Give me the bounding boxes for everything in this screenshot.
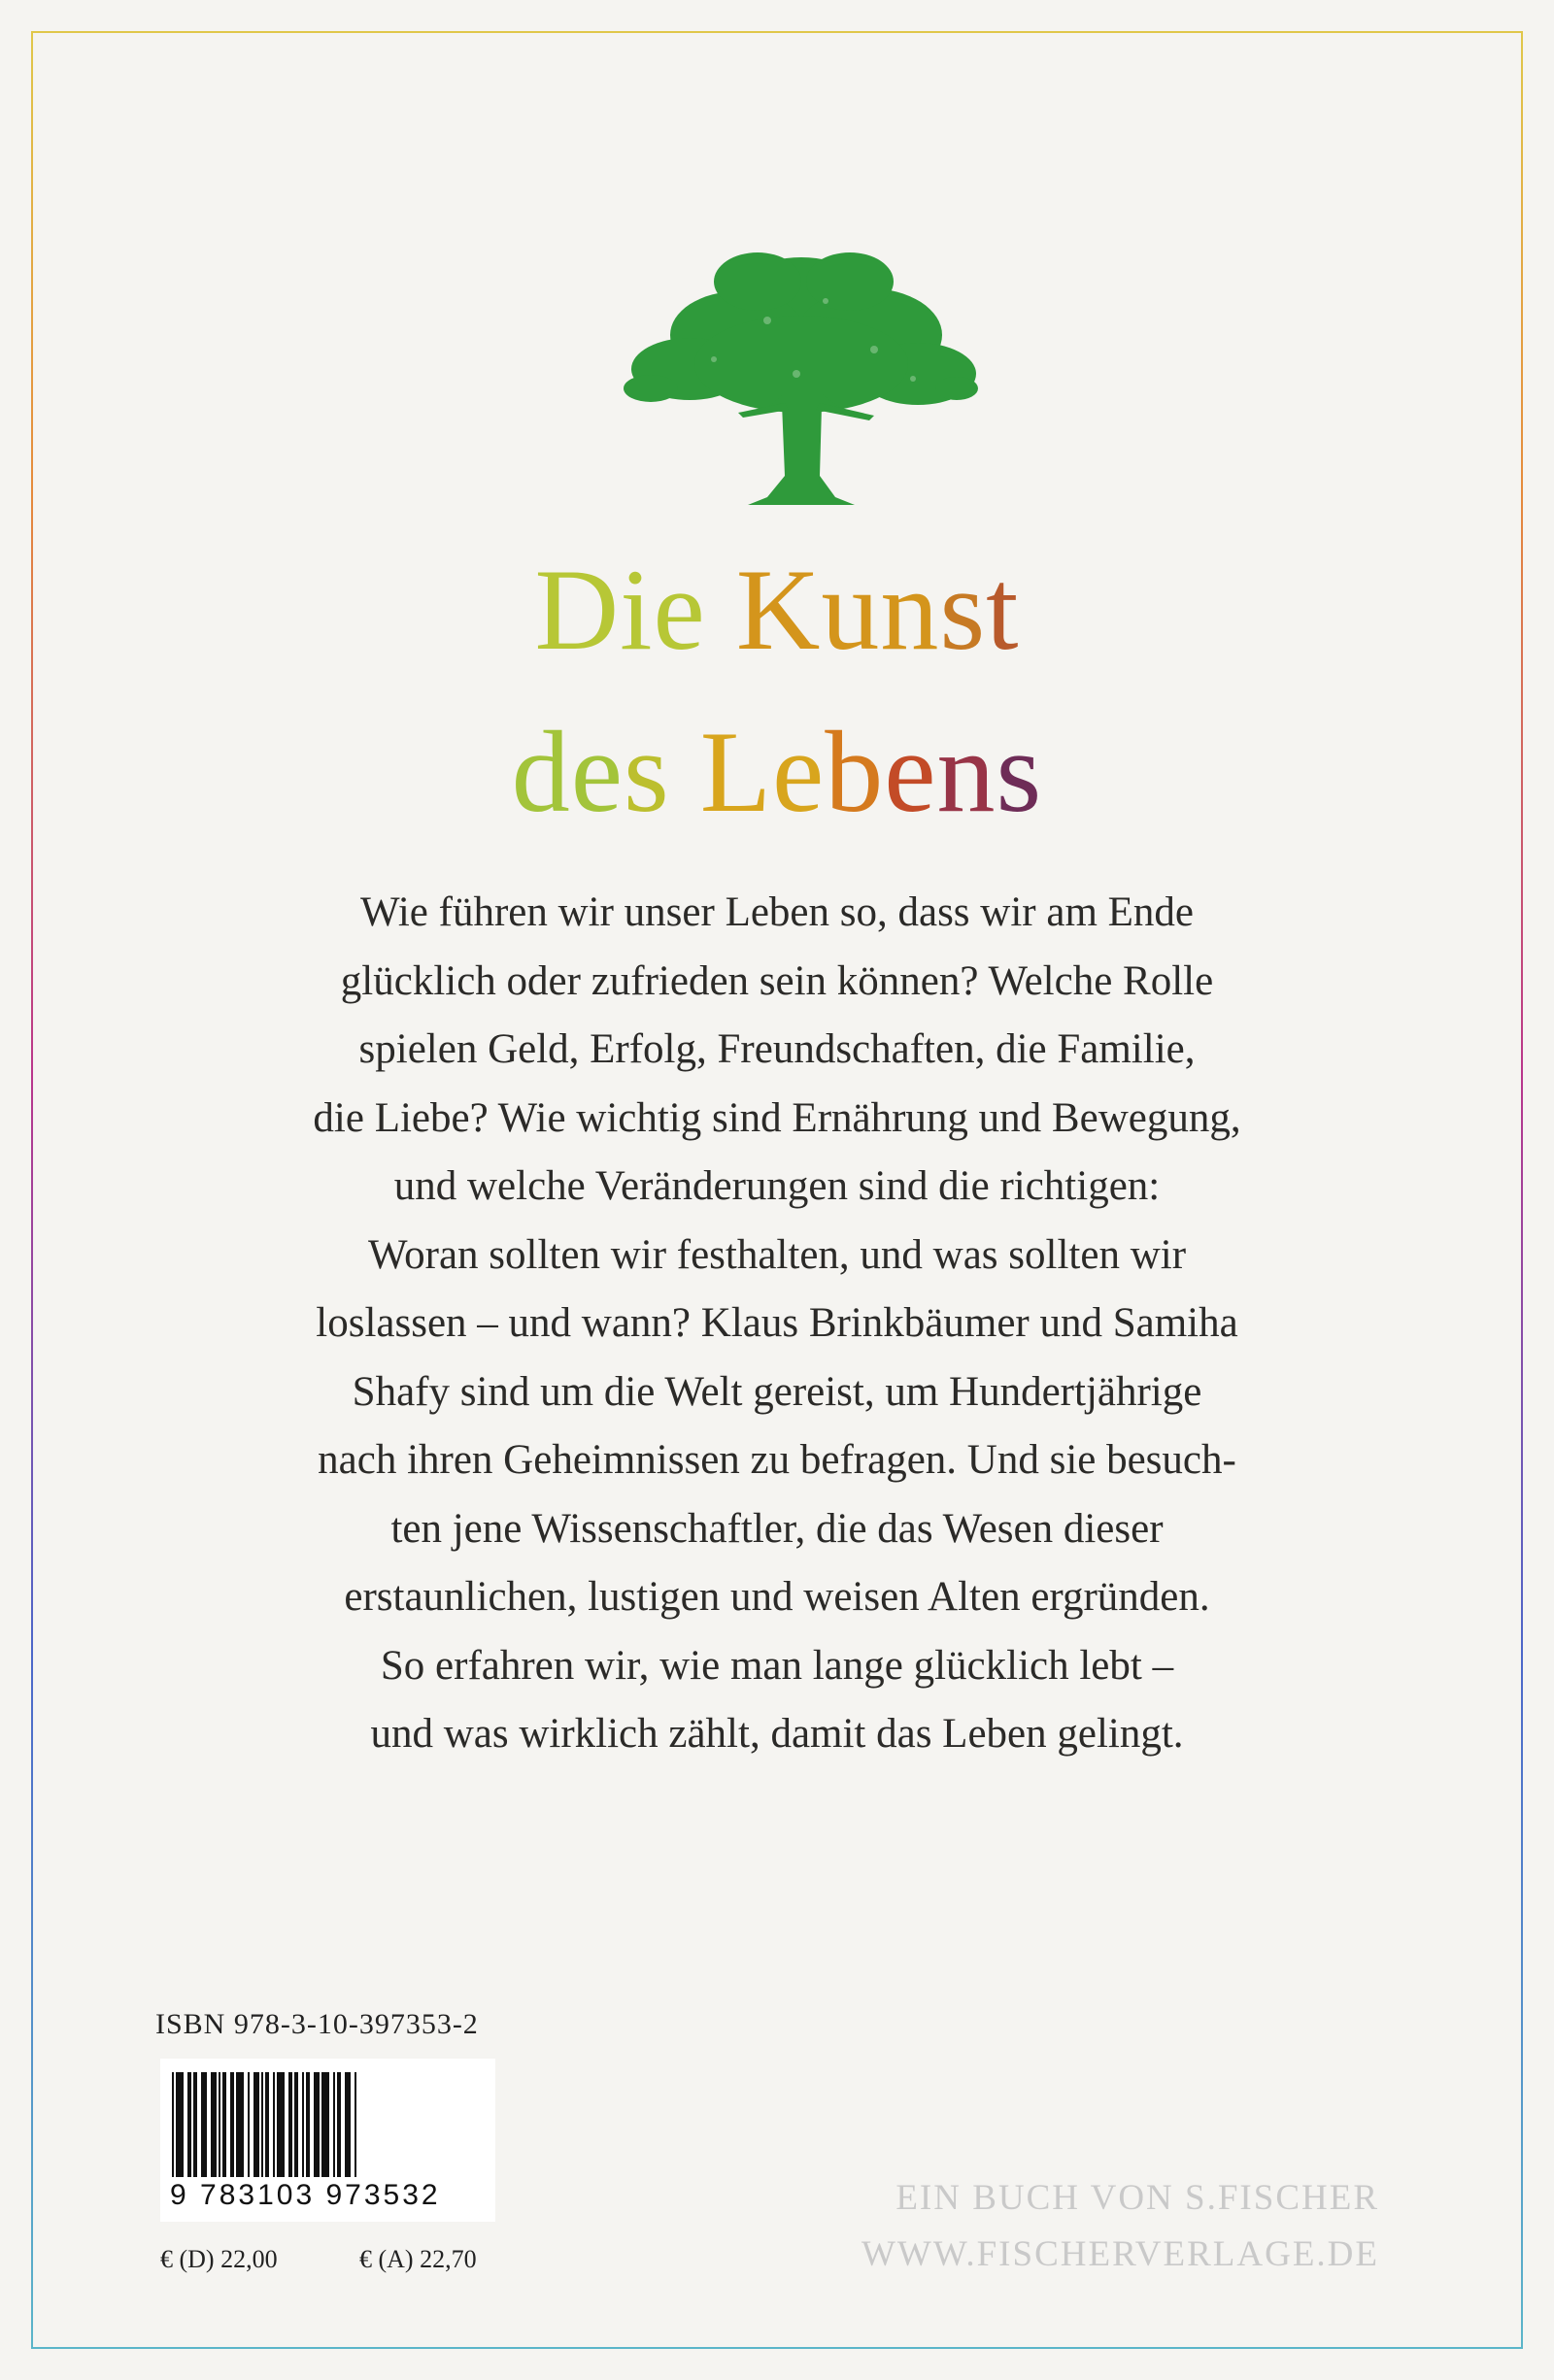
title-segment: s (939, 545, 987, 674)
price-austria: € (A) 22,70 (359, 2245, 477, 2273)
title-segment: Die (534, 545, 736, 674)
barcode-bar (253, 2072, 259, 2177)
barcode-bar (337, 2072, 341, 2177)
blurb-line: Shafy sind um die Welt gereist, um Hundertjährige (352, 1368, 1202, 1415)
barcode-digits: 9 783103 973532 (170, 2179, 441, 2211)
publisher-line: EIN BUCH VON S.FISCHER (895, 2178, 1379, 2218)
barcode-bar (265, 2072, 269, 2177)
barcode-bar (230, 2072, 234, 2177)
book-title-line-1 (0, 545, 1554, 674)
title-segment: n (936, 707, 997, 836)
blurb-line: nach ihren Geheimnissen zu befragen. Und sie besuch- (318, 1437, 1236, 1483)
barcode-bar (201, 2072, 207, 2177)
blurb-line: glücklich oder zufrieden sein können? Welche Rolle (340, 957, 1214, 1004)
blurb-line: ten jene Wissenschaftler, die das Wesen dieser (390, 1505, 1164, 1552)
barcode-bar (355, 2072, 356, 2177)
title-segment: Kun (735, 545, 940, 674)
tree-illustration (622, 243, 981, 515)
barcode-bar (277, 2072, 285, 2177)
publisher-website: WWW.FISCHERVERLAGE.DE (861, 2234, 1379, 2274)
title-segment: e (884, 707, 937, 836)
title-segment: t (986, 545, 1020, 674)
barcode-bar (294, 2072, 298, 2177)
barcode-bar (321, 2072, 329, 2177)
blurb-line: die Liebe? Wie wichtig sind Ernährung und Bewegung, (313, 1094, 1241, 1141)
barcode-bar (248, 2072, 250, 2177)
barcode-bar (288, 2072, 292, 2177)
barcode-bar (236, 2072, 244, 2177)
barcode-bar (306, 2072, 310, 2177)
blurb-line: Woran sollten wir festhalten, und was sollten wir (367, 1231, 1187, 1278)
barcode-bar (219, 2072, 220, 2177)
blurb-line: Wie führen wir unser Leben so, dass wir am Ende (359, 889, 1194, 935)
blurb-line: erstaunlichen, lustigen und weisen Alten ergründen. (344, 1574, 1210, 1620)
barcode-bar (176, 2072, 184, 2177)
barcode-bars (168, 2072, 489, 2179)
barcode-bar (345, 2072, 351, 2177)
barcode (160, 2059, 495, 2222)
book-title-line-2 (0, 707, 1554, 836)
barcode-bar (211, 2072, 217, 2177)
blurb-text (185, 879, 1369, 1769)
price-germany: € (D) 22,00 (160, 2245, 278, 2273)
barcode-bar (172, 2072, 174, 2177)
barcode-bar (261, 2072, 263, 2177)
barcode-bar (273, 2072, 275, 2177)
title-segment: de (511, 707, 625, 836)
barcode-bar (302, 2072, 304, 2177)
isbn-number: ISBN 978-3-10-397353-2 (155, 2008, 479, 2040)
barcode-bar (333, 2072, 335, 2177)
blurb-line: spielen Geld, Erfolg, Freundschaften, die Familie, (358, 1026, 1196, 1072)
blurb-line: und welche Veränderungen sind die richtigen: (393, 1163, 1161, 1209)
title-segment: s (624, 707, 700, 836)
blurb-line: und was wirklich zählt, damit das Leben gelingt. (370, 1711, 1184, 1757)
title-segment: Le (699, 707, 826, 836)
blurb-line: loslassen – und wann? Klaus Brinkbäumer und Samiha (316, 1300, 1238, 1346)
barcode-bar (222, 2072, 226, 2177)
barcode-bar (187, 2072, 191, 2177)
blurb-line: So erfahren wir, wie man lange glücklich lebt – (380, 1642, 1174, 1689)
title-segment: s (996, 707, 1043, 836)
title-segment: b (825, 707, 885, 836)
barcode-bar (193, 2072, 197, 2177)
barcode-bar (314, 2072, 320, 2177)
